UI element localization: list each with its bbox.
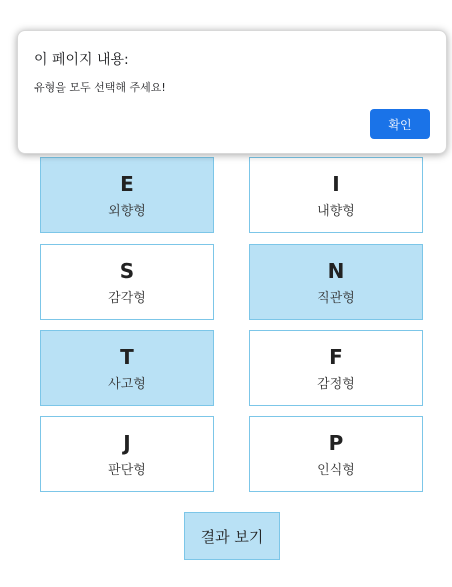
type-label: 판단형 <box>108 462 146 478</box>
alert-dialog <box>17 30 447 154</box>
type-letter: S <box>119 258 135 283</box>
type-card-p[interactable] <box>249 416 423 492</box>
type-label: 사고형 <box>108 376 146 392</box>
type-letter: E <box>120 171 134 196</box>
type-letter: P <box>328 430 344 455</box>
type-card-i[interactable] <box>249 157 423 233</box>
type-card-n[interactable] <box>249 244 423 320</box>
type-label: 내향형 <box>317 203 355 219</box>
type-label: 외향형 <box>108 203 146 219</box>
type-card-j[interactable] <box>40 416 214 492</box>
type-letter: F <box>329 344 343 369</box>
type-letter: N <box>327 258 345 283</box>
type-letter: I <box>332 171 340 196</box>
type-card-e[interactable] <box>40 157 214 233</box>
type-letter: J <box>123 430 131 455</box>
dialog-message: 유형을 모두 선택해 주세요! <box>34 81 166 94</box>
type-card-s[interactable] <box>40 244 214 320</box>
type-label: 직관형 <box>317 290 355 306</box>
type-card-t[interactable] <box>40 330 214 406</box>
type-label: 인식형 <box>317 462 355 478</box>
type-label: 감각형 <box>108 290 146 306</box>
type-label: 감정형 <box>317 376 355 392</box>
dialog-ok-button[interactable]: 확인 <box>370 109 430 139</box>
type-card-f[interactable] <box>249 330 423 406</box>
view-result-button[interactable]: 결과 보기 <box>184 512 280 560</box>
type-letter: T <box>120 344 134 369</box>
dialog-title: 이 페이지 내용: <box>34 52 129 68</box>
